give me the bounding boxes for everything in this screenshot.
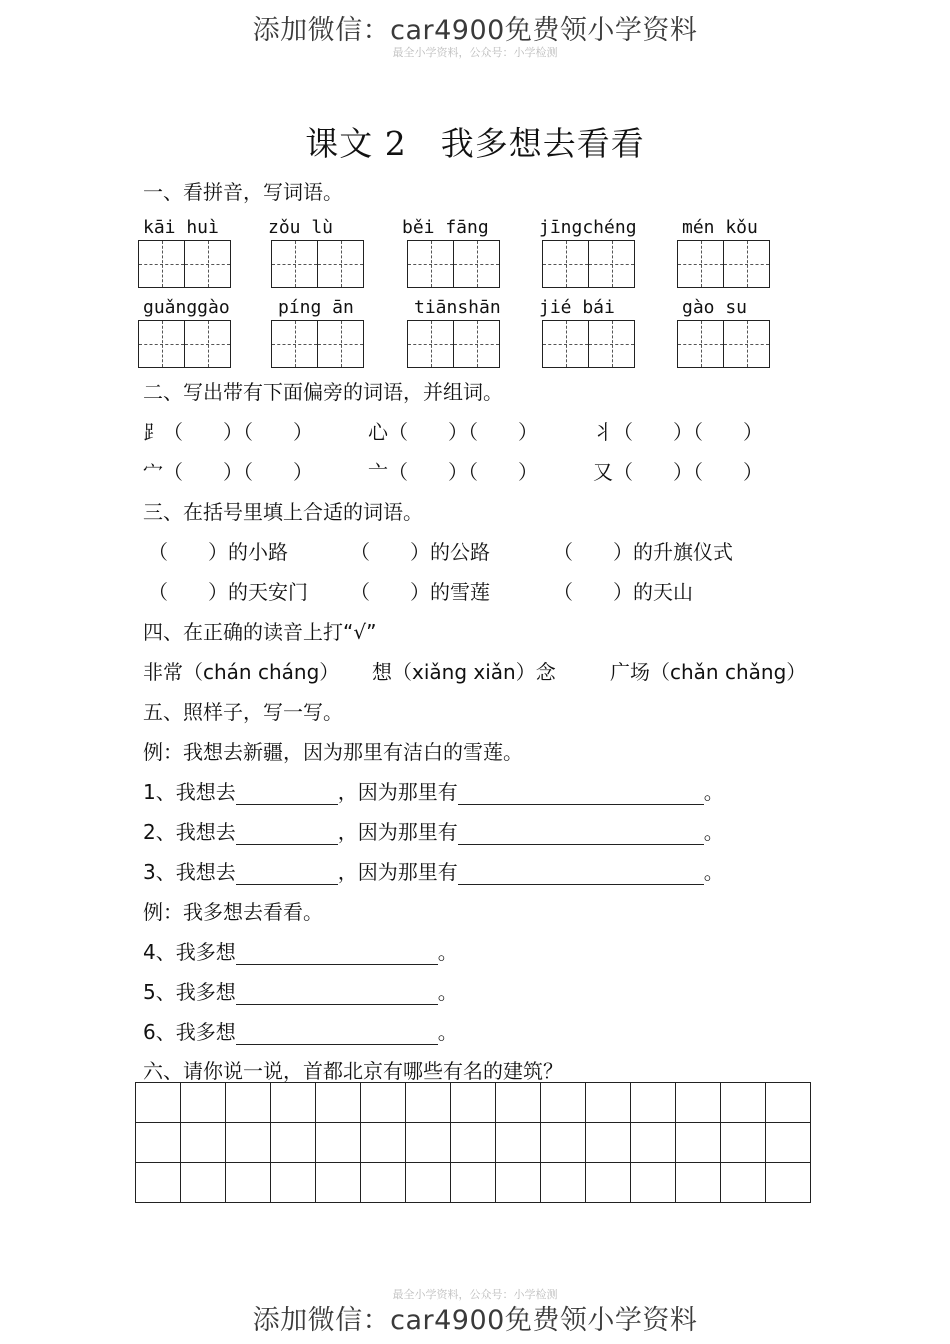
- grid-cell[interactable]: [496, 1083, 541, 1123]
- fill-phrase[interactable]: （ ）的升旗仪式: [553, 540, 733, 564]
- writing-grid[interactable]: [542, 320, 634, 368]
- fill-phrase[interactable]: （ ）的公路: [350, 540, 490, 564]
- grid-cell[interactable]: [406, 1163, 451, 1203]
- writing-grid[interactable]: [407, 320, 499, 368]
- answer-blank[interactable]: [236, 984, 438, 1005]
- fill-phrase[interactable]: （ ）的天安门: [148, 580, 308, 604]
- pinyin-label: gào su: [682, 297, 748, 318]
- sentence-mid: ，因为那里有: [337, 860, 458, 884]
- grid-cell[interactable]: [766, 1083, 811, 1123]
- grid-cell[interactable]: [136, 1163, 181, 1203]
- fill-phrase[interactable]: （ ）的雪莲: [350, 580, 490, 604]
- grid-cell[interactable]: [226, 1163, 271, 1203]
- grid-cell[interactable]: [631, 1163, 676, 1203]
- pinyin-label: tiānshān: [414, 297, 501, 318]
- section-6-heading: 六、请你说一说，首都北京有哪些有名的建筑？: [143, 1059, 563, 1083]
- pronunciation-item[interactable]: 广场（chǎn chǎng）: [610, 660, 807, 684]
- sentence-end: 。: [703, 820, 724, 844]
- grid-cell[interactable]: [316, 1123, 361, 1163]
- grid-cell[interactable]: [136, 1123, 181, 1163]
- section-3-heading: 三、在括号里填上合适的词语。: [143, 500, 423, 524]
- grid-cell[interactable]: [316, 1163, 361, 1203]
- writing-grid[interactable]: [138, 320, 230, 368]
- grid-cell[interactable]: [361, 1123, 406, 1163]
- grid-cell[interactable]: [496, 1163, 541, 1203]
- grid-cell[interactable]: [226, 1123, 271, 1163]
- sentence-end: 。: [437, 1020, 458, 1044]
- radical-item[interactable]: ⻊（ ）（ ）: [143, 420, 313, 444]
- writing-grid[interactable]: [271, 240, 363, 288]
- fill-phrase[interactable]: （ ）的天山: [553, 580, 693, 604]
- writing-grid[interactable]: [138, 240, 230, 288]
- grid-cell[interactable]: [721, 1083, 766, 1123]
- grid-cell[interactable]: [181, 1123, 226, 1163]
- sentence-prefix: 4、我多想: [143, 940, 236, 964]
- grid-cell[interactable]: [496, 1123, 541, 1163]
- grid-cell[interactable]: [406, 1083, 451, 1123]
- grid-cell[interactable]: [541, 1083, 586, 1123]
- top-faint-note: 最全小学资料，公众号：小学检测: [392, 46, 558, 59]
- answer-blank[interactable]: [236, 864, 338, 885]
- grid-cell[interactable]: [586, 1123, 631, 1163]
- answer-blank[interactable]: [236, 824, 338, 845]
- sentence-line[interactable]: [143, 776, 724, 805]
- grid-cell[interactable]: [451, 1083, 496, 1123]
- writing-grid[interactable]: [407, 240, 499, 288]
- sentence-prefix: 3、我想去: [143, 860, 236, 884]
- pronunciation-item[interactable]: 非常（chán cháng）: [143, 660, 340, 684]
- sentence-prefix: 2、我想去: [143, 820, 236, 844]
- sentence-prefix: 6、我多想: [143, 1020, 236, 1044]
- writing-grid[interactable]: [677, 240, 769, 288]
- page-title: 课文 2 我多想去看看: [305, 124, 645, 163]
- sentence-line[interactable]: [143, 816, 724, 845]
- pronunciation-item[interactable]: 想（xiǎng xiǎn）念: [372, 660, 556, 684]
- grid-cell[interactable]: [631, 1123, 676, 1163]
- pinyin-label: kāi huì: [143, 217, 219, 238]
- radical-item[interactable]: 亠（ ）（ ）: [368, 460, 538, 484]
- writing-grid[interactable]: [542, 240, 634, 288]
- section-4-heading: 四、在正确的读音上打“√”: [143, 620, 377, 644]
- sentence-prefix: 5、我多想: [143, 980, 236, 1004]
- grid-cell[interactable]: [766, 1123, 811, 1163]
- sentence-line[interactable]: [143, 1016, 458, 1045]
- radical-item[interactable]: 心（ ）（ ）: [368, 420, 538, 444]
- section-5-heading: 五、照样子，写一写。: [143, 700, 343, 724]
- grid-cell[interactable]: [181, 1163, 226, 1203]
- sentence-end: 。: [437, 980, 458, 1004]
- grid-cell[interactable]: [721, 1163, 766, 1203]
- sentence-line[interactable]: [143, 936, 458, 965]
- grid-cell[interactable]: [271, 1123, 316, 1163]
- pinyin-label: jié bái: [539, 297, 615, 318]
- bottom-faint-note: 最全小学资料，公众号：小学检测: [392, 1288, 558, 1301]
- pinyin-label: mén kǒu: [682, 217, 758, 238]
- sentence-end: 。: [703, 780, 724, 804]
- pinyin-label: jīngchéng: [539, 217, 637, 238]
- top-banner: 添加微信：car4900免费领小学资料: [252, 15, 698, 46]
- pinyin-label: běi fāng: [402, 217, 489, 238]
- grid-cell[interactable]: [226, 1083, 271, 1123]
- answer-blank[interactable]: [458, 864, 704, 885]
- answer-blank[interactable]: [236, 784, 338, 805]
- answer-blank[interactable]: [458, 824, 704, 845]
- answer-grid[interactable]: [135, 1082, 811, 1203]
- grid-cell[interactable]: [676, 1163, 721, 1203]
- grid-cell[interactable]: [631, 1083, 676, 1123]
- section-1-heading: 一、看拼音，写词语。: [143, 180, 343, 204]
- answer-blank[interactable]: [458, 784, 704, 805]
- example-sentence: 例：我多想去看看。: [143, 900, 323, 924]
- sentence-mid: ，因为那里有: [337, 820, 458, 844]
- radical-item[interactable]: 宀（ ）（ ）: [143, 460, 313, 484]
- sentence-end: 。: [703, 860, 724, 884]
- example-sentence: 例：我想去新疆，因为那里有洁白的雪莲。: [143, 740, 523, 764]
- section-2-heading: 二、写出带有下面偏旁的词语，并组词。: [143, 380, 503, 404]
- grid-cell[interactable]: [361, 1163, 406, 1203]
- grid-cell[interactable]: [766, 1163, 811, 1203]
- grid-cell[interactable]: [676, 1083, 721, 1123]
- writing-grid[interactable]: [271, 320, 363, 368]
- grid-cell[interactable]: [361, 1083, 406, 1123]
- pinyin-label: píng ān: [278, 297, 354, 318]
- sentence-mid: ，因为那里有: [337, 780, 458, 804]
- answer-blank[interactable]: [236, 1024, 438, 1045]
- answer-blank[interactable]: [236, 944, 438, 965]
- grid-cell[interactable]: [136, 1083, 181, 1123]
- radical-item[interactable]: 又（ ）（ ）: [593, 460, 763, 484]
- grid-cell[interactable]: [541, 1163, 586, 1203]
- sentence-prefix: 1、我想去: [143, 780, 236, 804]
- grid-cell[interactable]: [721, 1123, 766, 1163]
- grid-cell[interactable]: [451, 1163, 496, 1203]
- bottom-banner: 添加微信：car4900免费领小学资料: [252, 1305, 698, 1336]
- pinyin-label: zǒu lù: [268, 217, 334, 238]
- sentence-line[interactable]: [143, 856, 724, 885]
- grid-cell[interactable]: [316, 1083, 361, 1123]
- grid-cell[interactable]: [586, 1083, 631, 1123]
- grid-cell[interactable]: [451, 1123, 496, 1163]
- grid-cell[interactable]: [181, 1083, 226, 1123]
- pinyin-label: guǎnggào: [143, 297, 230, 318]
- grid-cell[interactable]: [271, 1083, 316, 1123]
- fill-phrase[interactable]: （ ）的小路: [148, 540, 288, 564]
- grid-cell[interactable]: [541, 1123, 586, 1163]
- grid-cell[interactable]: [271, 1163, 316, 1203]
- grid-cell[interactable]: [406, 1123, 451, 1163]
- sentence-line[interactable]: [143, 976, 458, 1005]
- grid-cell[interactable]: [586, 1163, 631, 1203]
- radical-item[interactable]: 丬（ ）（ ）: [593, 420, 763, 444]
- writing-grid[interactable]: [677, 320, 769, 368]
- grid-cell[interactable]: [676, 1123, 721, 1163]
- sentence-end: 。: [437, 940, 458, 964]
